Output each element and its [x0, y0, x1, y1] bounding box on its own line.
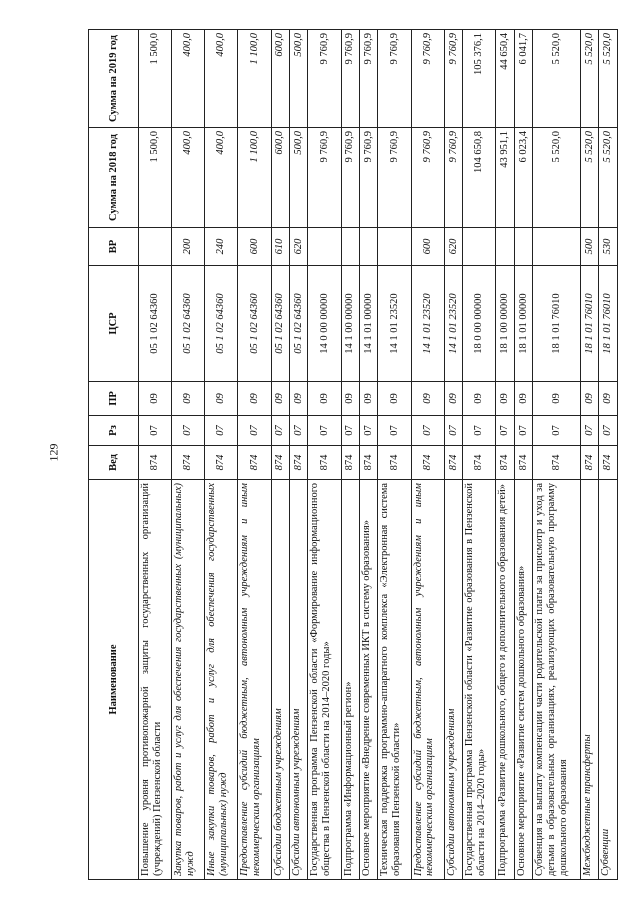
cell-rz: 07	[581, 416, 599, 446]
cell-vr: 610	[271, 228, 289, 266]
cell-sum-2018: 43 951,1	[496, 128, 514, 228]
cell-vr: 620	[290, 228, 308, 266]
cell-pr: 09	[308, 382, 341, 416]
cell-vr: 530	[599, 228, 618, 266]
table-row	[360, 30, 378, 880]
cell-ved: 874	[444, 446, 462, 480]
cell-sum-2019: 5 520,0	[581, 30, 599, 128]
cell-csr: 05 1 02 64360	[172, 266, 205, 382]
cell-name: Основное мероприятие «Внедрение современных ИКТ в систему образования»	[360, 480, 378, 880]
cell-sum-2019: 9 760,9	[411, 30, 444, 128]
cell-vr	[378, 228, 411, 266]
cell-ved: 874	[308, 446, 341, 480]
cell-sum-2018: 104 650,8	[463, 128, 496, 228]
cell-pr: 09	[139, 382, 172, 416]
cell-ved: 874	[341, 446, 359, 480]
cell-rz: 07	[444, 416, 462, 446]
cell-pr: 09	[341, 382, 359, 416]
cell-sum-2019: 5 520,0	[599, 30, 618, 128]
cell-ved: 874	[360, 446, 378, 480]
table-row	[172, 30, 205, 880]
cell-sum-2019: 600,0	[271, 30, 289, 128]
table-row	[533, 30, 581, 880]
cell-vr: 600	[411, 228, 444, 266]
cell-sum-2018: 9 760,9	[444, 128, 462, 228]
cell-ved: 874	[581, 446, 599, 480]
cell-pr: 09	[360, 382, 378, 416]
table-header-row	[89, 30, 139, 880]
cell-sum-2018: 5 520,0	[581, 128, 599, 228]
cell-csr: 05 1 02 64360	[139, 266, 172, 382]
cell-sum-2018: 6 023,4	[514, 128, 532, 228]
cell-rz: 07	[463, 416, 496, 446]
cell-ved: 874	[271, 446, 289, 480]
table-row	[463, 30, 496, 880]
cell-sum-2018: 9 760,9	[378, 128, 411, 228]
cell-name: Основное мероприятие «Развитие систем дошкольного образования»	[514, 480, 532, 880]
cell-sum-2019: 9 760,9	[378, 30, 411, 128]
table-row	[271, 30, 289, 880]
cell-pr: 09	[496, 382, 514, 416]
cell-name: Межбюджетные трансферты	[581, 480, 599, 880]
cell-sum-2019: 1 100,0	[238, 30, 271, 128]
cell-csr: 18 1 01 76010	[533, 266, 581, 382]
cell-ved: 874	[172, 446, 205, 480]
cell-sum-2019: 1 500,0	[139, 30, 172, 128]
cell-name: Государственная программа Пензенской области «Формирование информационного общества в Пензенской области на 2014–2020 годы»	[308, 480, 341, 880]
cell-pr: 09	[290, 382, 308, 416]
cell-rz: 07	[533, 416, 581, 446]
cell-csr: 14 1 01 23520	[378, 266, 411, 382]
cell-ved: 874	[139, 446, 172, 480]
cell-name: Техническая поддержка программно-аппаратного комплекса «Электронная система образования Пензенской области»	[378, 480, 411, 880]
table-row	[290, 30, 308, 880]
cell-csr: 18 1 01 00000	[514, 266, 532, 382]
cell-csr: 05 1 02 64360	[205, 266, 238, 382]
cell-name: Подпрограмма «Развитие дошкольного, общего и дополнительного образования детей»	[496, 480, 514, 880]
cell-ved: 874	[205, 446, 238, 480]
cell-name: Предоставление субсидий бюджетным, автономным учреждениям и иным некоммерческим организациям	[238, 480, 271, 880]
cell-vr: 200	[172, 228, 205, 266]
cell-ved: 874	[378, 446, 411, 480]
cell-name: Субсидии автономным учреждениям	[290, 480, 308, 880]
cell-csr: 14 0 00 00000	[308, 266, 341, 382]
cell-rz: 07	[205, 416, 238, 446]
table-row	[308, 30, 341, 880]
cell-vr	[341, 228, 359, 266]
cell-rz: 07	[172, 416, 205, 446]
cell-sum-2019: 9 760,9	[341, 30, 359, 128]
cell-pr: 09	[514, 382, 532, 416]
cell-sum-2018: 9 760,9	[360, 128, 378, 228]
cell-sum-2018: 9 760,9	[308, 128, 341, 228]
cell-ved: 874	[514, 446, 532, 480]
cell-pr: 09	[271, 382, 289, 416]
cell-sum-2018: 5 520,0	[533, 128, 581, 228]
table-row	[444, 30, 462, 880]
cell-pr: 09	[463, 382, 496, 416]
cell-csr: 14 1 00 00000	[341, 266, 359, 382]
cell-vr	[360, 228, 378, 266]
cell-csr: 14 1 01 23520	[411, 266, 444, 382]
table-row	[139, 30, 172, 880]
cell-sum-2019: 105 376,1	[463, 30, 496, 128]
cell-rz: 07	[308, 416, 341, 446]
cell-csr: 05 1 02 64360	[271, 266, 289, 382]
table-row	[496, 30, 514, 880]
cell-ved: 874	[290, 446, 308, 480]
cell-csr: 05 1 02 64360	[238, 266, 271, 382]
cell-sum-2018: 500,0	[290, 128, 308, 228]
cell-rz: 07	[514, 416, 532, 446]
table-row	[378, 30, 411, 880]
cell-ved: 874	[238, 446, 271, 480]
table-row	[341, 30, 359, 880]
cell-name: Повышение уровня противопожарной защиты государственных организаций (учреждений) Пензенской области	[139, 480, 172, 880]
table-row	[514, 30, 532, 880]
cell-name: Субвенции	[599, 480, 618, 880]
rotated-page-content	[88, 30, 618, 880]
cell-pr: 09	[411, 382, 444, 416]
cell-ved: 874	[463, 446, 496, 480]
cell-rz: 07	[341, 416, 359, 446]
cell-vr	[514, 228, 532, 266]
cell-name: Субсидии бюджетным учреждениям	[271, 480, 289, 880]
cell-vr	[533, 228, 581, 266]
cell-pr: 09	[378, 382, 411, 416]
cell-name: Закупка товаров, работ и услуг для обеспечения государственных (муниципальных) нужд	[172, 480, 205, 880]
cell-vr	[463, 228, 496, 266]
cell-sum-2019: 9 760,9	[360, 30, 378, 128]
cell-sum-2019: 400,0	[205, 30, 238, 128]
header-rz: Рз	[89, 416, 139, 446]
cell-rz: 07	[411, 416, 444, 446]
cell-sum-2018: 5 520,0	[599, 128, 618, 228]
cell-rz: 07	[378, 416, 411, 446]
cell-ved: 874	[533, 446, 581, 480]
cell-sum-2018: 9 760,9	[411, 128, 444, 228]
cell-pr: 09	[533, 382, 581, 416]
cell-rz: 07	[290, 416, 308, 446]
header-vr: ВР	[89, 228, 139, 266]
table-row	[411, 30, 444, 880]
cell-name: Подпрограмма «Информационный регион»	[341, 480, 359, 880]
cell-csr: 18 1 01 76010	[581, 266, 599, 382]
cell-rz: 07	[360, 416, 378, 446]
cell-name: Субвенция на выплату компенсации части родительской платы за присмотр и уход за детьми в образовательных организациях, реализующих образовательную программу дошкольного образования	[533, 480, 581, 880]
cell-name: Предоставление субсидий бюджетным, автономным учреждениям и иным некоммерческим организациям	[411, 480, 444, 880]
cell-pr: 09	[599, 382, 618, 416]
cell-pr: 09	[205, 382, 238, 416]
cell-sum-2018: 1 500,0	[139, 128, 172, 228]
header-name: Наименование	[89, 480, 139, 880]
cell-sum-2019: 9 760,9	[308, 30, 341, 128]
cell-csr: 18 0 00 00000	[463, 266, 496, 382]
cell-sum-2019: 6 041,7	[514, 30, 532, 128]
header-sum-2018: Сумма на 2018 год	[89, 128, 139, 228]
cell-vr	[496, 228, 514, 266]
budget-table	[88, 29, 618, 880]
header-sum-2019: Сумма на 2019 год	[89, 30, 139, 128]
table-row	[205, 30, 238, 880]
cell-rz: 07	[496, 416, 514, 446]
cell-sum-2018: 400,0	[172, 128, 205, 228]
cell-csr: 18 1 00 00000	[496, 266, 514, 382]
cell-rz: 07	[139, 416, 172, 446]
cell-sum-2019: 44 650,4	[496, 30, 514, 128]
cell-vr: 500	[581, 228, 599, 266]
cell-csr: 05 1 02 64360	[290, 266, 308, 382]
cell-name: Иные закупки товаров, работ и услуг для обеспечения государственных (муниципальных) нужд	[205, 480, 238, 880]
cell-name: Государственная программа Пензенской области «Развитие образования в Пензенской области на 2014–2020 годы»	[463, 480, 496, 880]
cell-sum-2019: 400,0	[172, 30, 205, 128]
header-ved: Вед	[89, 446, 139, 480]
cell-pr: 09	[444, 382, 462, 416]
cell-sum-2019: 500,0	[290, 30, 308, 128]
cell-sum-2019: 5 520,0	[533, 30, 581, 128]
cell-sum-2018: 9 760,9	[341, 128, 359, 228]
cell-pr: 09	[172, 382, 205, 416]
table-row	[599, 30, 618, 880]
cell-rz: 07	[599, 416, 618, 446]
cell-name: Субсидии автономным учреждениям	[444, 480, 462, 880]
cell-vr	[308, 228, 341, 266]
cell-sum-2018: 600,0	[271, 128, 289, 228]
cell-sum-2018: 1 100,0	[238, 128, 271, 228]
cell-vr: 600	[238, 228, 271, 266]
cell-ved: 874	[411, 446, 444, 480]
cell-ved: 874	[496, 446, 514, 480]
table-row	[581, 30, 599, 880]
cell-sum-2018: 400,0	[205, 128, 238, 228]
cell-pr: 09	[581, 382, 599, 416]
cell-csr: 14 1 01 23520	[444, 266, 462, 382]
table-row	[238, 30, 271, 880]
page-number: 129	[46, 443, 61, 462]
cell-vr: 240	[205, 228, 238, 266]
cell-rz: 07	[238, 416, 271, 446]
cell-vr	[139, 228, 172, 266]
header-pr: ПР	[89, 382, 139, 416]
cell-sum-2019: 9 760,9	[444, 30, 462, 128]
cell-csr: 14 1 01 00000	[360, 266, 378, 382]
cell-vr: 620	[444, 228, 462, 266]
header-csr: ЦСР	[89, 266, 139, 382]
cell-csr: 18 1 01 76010	[599, 266, 618, 382]
cell-ved: 874	[599, 446, 618, 480]
cell-rz: 07	[271, 416, 289, 446]
cell-pr: 09	[238, 382, 271, 416]
